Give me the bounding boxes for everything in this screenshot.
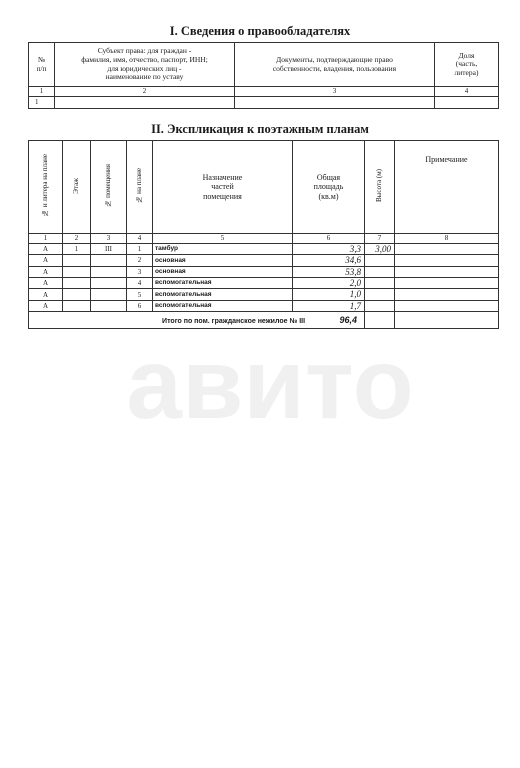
cell-room bbox=[91, 300, 127, 311]
explication-row bbox=[29, 255, 499, 266]
cell-note bbox=[395, 300, 499, 311]
owners-row bbox=[29, 97, 499, 109]
explication-colnum-row bbox=[29, 234, 499, 244]
cell-plan-no: 4 bbox=[127, 278, 153, 289]
watermark-logo bbox=[70, 330, 470, 440]
header-num: № п/п bbox=[29, 43, 55, 87]
header-share: Доля (часть, литера) bbox=[435, 43, 499, 87]
header-floor: Этаж bbox=[63, 141, 91, 234]
cell-note bbox=[395, 266, 499, 277]
cell-purpose: основная bbox=[153, 255, 293, 266]
colnum: 1 bbox=[29, 87, 55, 97]
header-note: Примечание bbox=[395, 141, 499, 234]
cell-area: 2,0 bbox=[293, 278, 365, 289]
cell-purpose: тамбур bbox=[153, 244, 293, 255]
header-room: № помещения bbox=[91, 141, 127, 234]
cell-room bbox=[91, 255, 127, 266]
colnum: 3 bbox=[91, 234, 127, 244]
cell-floor bbox=[63, 278, 91, 289]
colnum: 6 bbox=[293, 234, 365, 244]
cell-height bbox=[365, 255, 395, 266]
cell-room bbox=[91, 278, 127, 289]
cell-height bbox=[365, 300, 395, 311]
cell-litera: А bbox=[29, 300, 63, 311]
colnum: 4 bbox=[127, 234, 153, 244]
owner-subject bbox=[55, 97, 235, 109]
header-area: Общая площадь (кв.м) bbox=[293, 141, 365, 234]
cell-plan-no: 1 bbox=[127, 244, 153, 255]
cell-note bbox=[395, 278, 499, 289]
cell-note bbox=[395, 255, 499, 266]
owner-num: 1 bbox=[29, 97, 55, 109]
cell-area: 53,8 bbox=[293, 266, 365, 277]
colnum: 1 bbox=[29, 234, 63, 244]
cell-litera: А bbox=[29, 255, 63, 266]
header-subject: Субъект права: для граждан - фамилия, имя, отчество, паспорт, ИНН; для юридических лиц - наименование по уставу bbox=[55, 43, 235, 87]
owner-share bbox=[435, 97, 499, 109]
header-plan-no: № на плане bbox=[127, 141, 153, 234]
owners-colnum-row bbox=[29, 87, 499, 97]
explication-row bbox=[29, 300, 499, 311]
cell-room bbox=[91, 266, 127, 277]
cell-height bbox=[365, 278, 395, 289]
cell-purpose: вспомогательная bbox=[153, 300, 293, 311]
explication-row bbox=[29, 289, 499, 300]
cell-room bbox=[91, 289, 127, 300]
explication-row bbox=[29, 244, 499, 255]
cell-height bbox=[365, 289, 395, 300]
section1-title: I. Сведения о правообладателях bbox=[169, 24, 351, 38]
total-note bbox=[395, 312, 499, 329]
cell-area: 3,3 bbox=[293, 244, 365, 255]
total-height bbox=[365, 312, 395, 329]
cell-floor bbox=[63, 266, 91, 277]
cell-floor bbox=[63, 300, 91, 311]
cell-litera: А bbox=[29, 278, 63, 289]
colnum: 2 bbox=[55, 87, 235, 97]
explication-row bbox=[29, 266, 499, 277]
cell-plan-no: 6 bbox=[127, 300, 153, 311]
cell-litera: А bbox=[29, 266, 63, 277]
cell-plan-no: 3 bbox=[127, 266, 153, 277]
explication-header-row bbox=[29, 141, 499, 234]
colnum: 2 bbox=[63, 234, 91, 244]
explication-table bbox=[28, 140, 499, 329]
colnum: 5 bbox=[153, 234, 293, 244]
cell-area: 1,0 bbox=[293, 289, 365, 300]
cell-height bbox=[365, 266, 395, 277]
cell-note bbox=[395, 289, 499, 300]
cell-litera: А bbox=[29, 289, 63, 300]
header-litera: № и литера на плане bbox=[29, 141, 63, 234]
cell-floor bbox=[63, 289, 91, 300]
header-documents: Документы, подтверждающие право собственности, владения, пользования bbox=[235, 43, 435, 87]
cell-floor bbox=[63, 255, 91, 266]
section2-title: II. Экспликация к поэтажным планам bbox=[151, 122, 369, 136]
header-purpose: Назначение частей помещения bbox=[153, 141, 293, 234]
cell-area: 1,7 bbox=[293, 300, 365, 311]
owners-header-row bbox=[29, 43, 499, 87]
header-height: Высота (м) bbox=[365, 141, 395, 234]
colnum: 8 bbox=[395, 234, 499, 244]
cell-area: 34,6 bbox=[293, 255, 365, 266]
total-value: 96,4 bbox=[339, 314, 357, 325]
total-row bbox=[29, 312, 499, 329]
cell-floor: 1 bbox=[63, 244, 91, 255]
total-label: Итого по пом. гражданское нежилое № III 96,4 bbox=[63, 312, 365, 329]
cell-litera: А bbox=[29, 244, 63, 255]
cell-height: 3,00 bbox=[365, 244, 395, 255]
colnum: 7 bbox=[365, 234, 395, 244]
cell-room: III bbox=[91, 244, 127, 255]
colnum: 4 bbox=[435, 87, 499, 97]
cell-purpose: вспомогательная bbox=[153, 289, 293, 300]
owners-table bbox=[28, 42, 499, 109]
colnum: 3 bbox=[235, 87, 435, 97]
cell-note bbox=[395, 244, 499, 255]
svg-text:авито: авито bbox=[126, 330, 414, 440]
cell-purpose: вспомогательная bbox=[153, 278, 293, 289]
explication-row bbox=[29, 278, 499, 289]
cell-plan-no: 2 bbox=[127, 255, 153, 266]
cell-plan-no: 5 bbox=[127, 289, 153, 300]
cell-purpose: основная bbox=[153, 266, 293, 277]
owner-documents bbox=[235, 97, 435, 109]
